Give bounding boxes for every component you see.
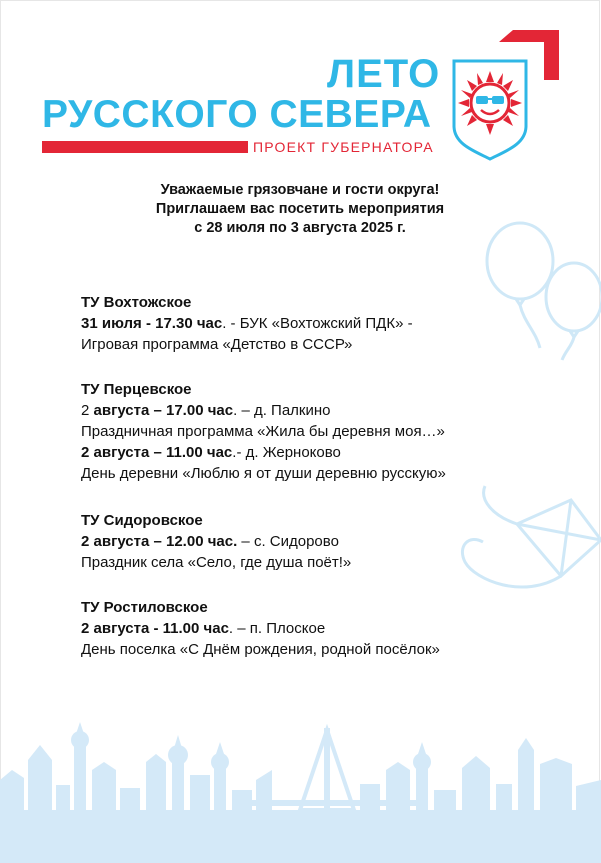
- intro-heading: [80, 181, 520, 238]
- event-date: 2 августа - 11.00 час: [81, 620, 229, 637]
- event-place: – с. Сидорово: [237, 533, 339, 550]
- sun-emblem-icon: [448, 58, 532, 162]
- logo-subtitle: ПРОЕКТ ГУБЕРНАТОРА: [253, 139, 434, 155]
- event-place: .- д. Жерноково: [232, 444, 341, 461]
- event-place: . - БУК «Вохтожский ПДК» -: [222, 315, 413, 332]
- event-description: Праздник села «Село, где душа поёт!»: [81, 554, 352, 571]
- kite-icon: [453, 480, 601, 630]
- event-title: ТУ Вохтожское: [81, 294, 192, 311]
- logo-title-line2: РУССКОГО СЕВЕРА: [42, 93, 432, 136]
- event-block-vokhtozhskoe: [81, 292, 413, 355]
- event-date: 31 июля - 17.30 час: [81, 315, 223, 332]
- intro-line-2: Приглашаем вас посетить мероприятия: [155, 201, 445, 217]
- event-title: ТУ Сидоровское: [81, 512, 203, 529]
- event-line: [81, 618, 440, 639]
- logo-title-line1: ЛЕТО: [327, 52, 441, 96]
- event-block-rostilovskoe: [81, 597, 440, 660]
- event-description: День деревни «Люблю я от души деревню русскую»: [81, 465, 446, 482]
- event-date: 2 августа – 12.00 час.: [81, 533, 238, 550]
- intro-line-1: Уважаемые грязовчане и гости округа!: [160, 182, 440, 198]
- city-skyline-icon: [0, 700, 601, 863]
- event-line: [81, 531, 351, 552]
- event-block-pertsevskoe: [81, 379, 446, 484]
- event-place: . – п. Плоское: [228, 620, 326, 637]
- event-description: День поселка «С Днём рождения, родной посёлок»: [81, 641, 440, 658]
- logo-red-bar: [42, 141, 248, 153]
- event-block-sidorovskoe: [81, 510, 351, 573]
- event-date: августа – 17.00 час: [89, 402, 234, 419]
- event-line: [81, 400, 446, 421]
- event-description: Игровая программа «Детство в СССР»: [81, 336, 353, 353]
- event-title: ТУ Перцевское: [81, 381, 192, 398]
- event-title: ТУ Ростиловское: [81, 599, 208, 616]
- event-place: . – д. Палкино: [233, 402, 331, 419]
- event-date: 2 августа – 11.00 час: [81, 444, 233, 461]
- intro-line-3: с 28 июля по 3 августа 2025 г.: [194, 220, 406, 236]
- event-line: [81, 313, 413, 334]
- event-description: Праздничная программа «Жила бы деревня моя…»: [81, 423, 445, 440]
- event-date-number: 2: [81, 402, 90, 419]
- event-line: [81, 442, 446, 463]
